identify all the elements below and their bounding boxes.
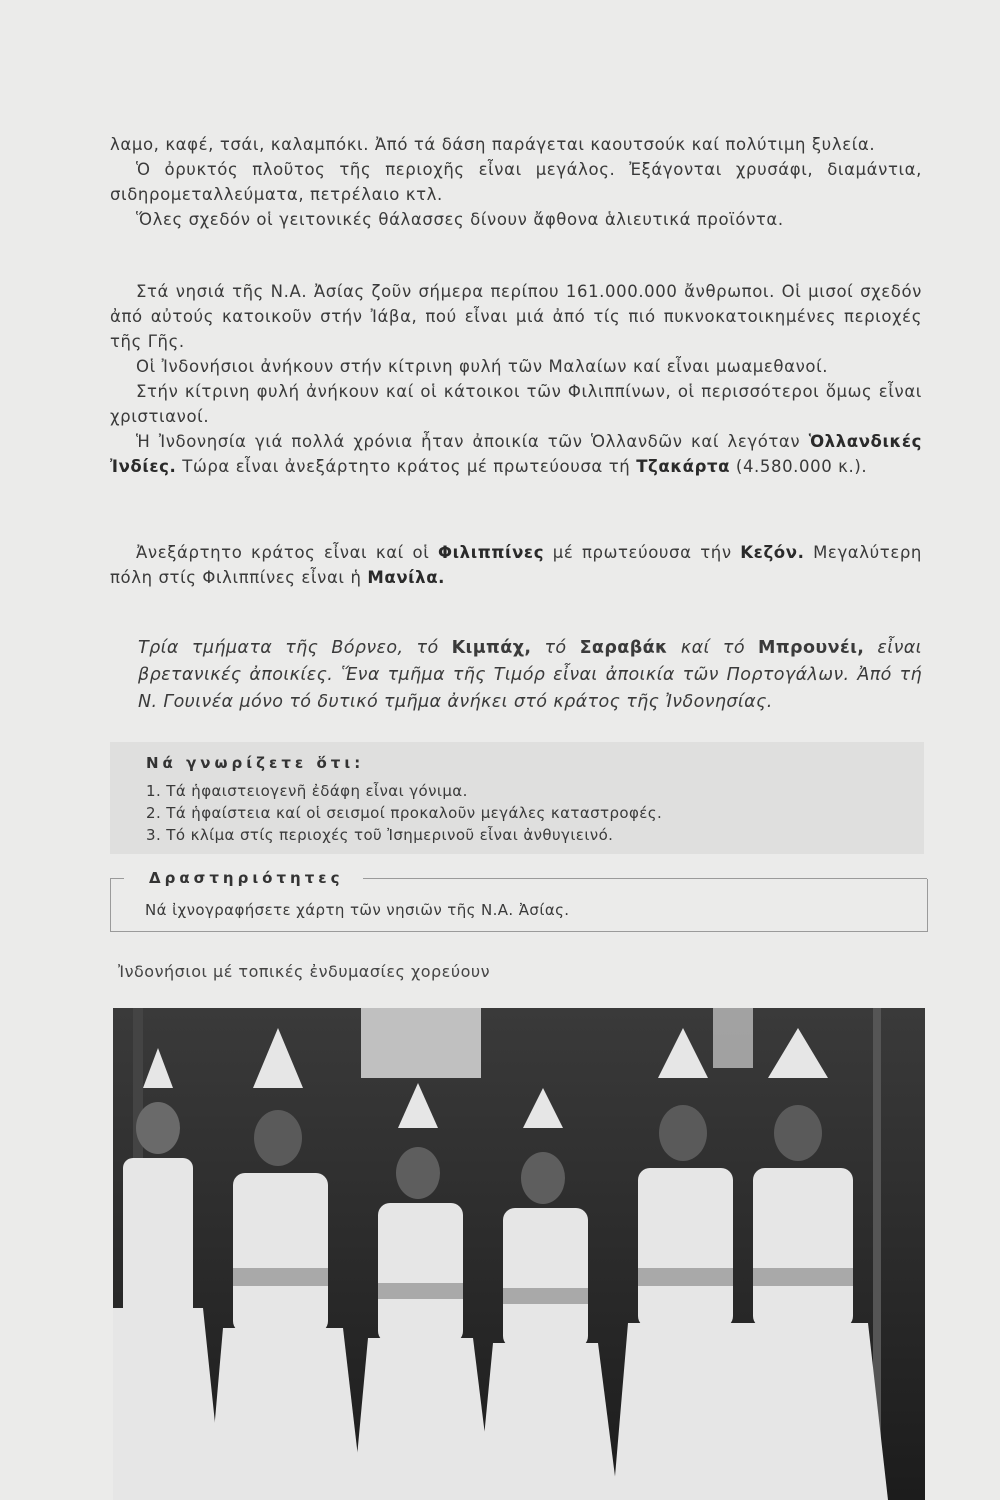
- text-block-resources: [110, 132, 922, 232]
- list-item: 1. Τά ἡφαιστειογενῆ ἐδάφη εἶναι γόνιμα.: [146, 782, 468, 800]
- activities-title: Δραστηριότητες: [145, 869, 348, 887]
- paragraph: Στά νησιά τῆς Ν.Α. Ἀσίας ζοῦν σήμερα περίπου 161.000.000 ἄνθρωποι. Οἱ μισοί σχεδόν ἀπό αὐτούς κατοικοῦν στήν Ἰάβα, πού εἶναι μιά ἀπό τίς πιό πυκνοκατοικημένες περιοχές τῆς Γῆς.: [110, 282, 922, 351]
- bold-term: Φιλιππίνες: [438, 543, 545, 562]
- dancers-photo: [113, 1008, 925, 1500]
- text-block-population: [110, 279, 922, 479]
- text-run: μέ πρωτεύουσα τήν: [544, 543, 741, 562]
- know-that-list: [146, 780, 662, 846]
- paragraph-indonesia: [110, 429, 922, 479]
- list-item: 3. Τό κλίμα στίς περιοχές τοῦ Ἰσημερινοῦ εἶναι ἀνθυγιεινό.: [146, 826, 614, 844]
- text-run: Μεγαλύτερη πόλη στίς Φιλιππίνες εἶναι ἡ: [110, 543, 922, 587]
- activities-box: [110, 869, 928, 932]
- text-run: Τρία τμήματα τῆς Βόρνεο, τό: [138, 637, 452, 658]
- list-item: 2. Τά ἡφαίστεια καί οἱ σεισμοί προκαλοῦν μεγάλες καταστροφές.: [146, 804, 663, 822]
- know-that-title: Νά γνωρίζετε ὅτι:: [146, 754, 365, 772]
- paragraph-philippines: [110, 540, 922, 590]
- text-run: Ἡ Ἰνδονησία γιά πολλά χρόνια ἦταν ἀποικία τῶν Ὁλλανδῶν καί λεγόταν: [136, 432, 809, 451]
- text-run: τό: [531, 637, 580, 658]
- bold-term: Ὁλλανδικές Ἰνδίες.: [110, 432, 922, 476]
- text-run: εἶναι βρετανικές ἀποικίες. Ἕνα τμῆμα τῆς Τιμόρ εἶναι ἀποικία τῶν Πορτογάλων. Ἀπό τή Ν. Γουινέα μόνο τό δυτικό τμῆμα ἀνήκει στό κράτος τῆς Ἰνδονησίας.: [138, 637, 923, 712]
- paragraph: Ὁ ὀρυκτός πλοῦτος τῆς περιοχῆς εἶναι μεγάλος. Ἐξάγονται χρυσάφι, διαμάντια, σιδηρομεταλλεύματα, πετρέλαιο κτλ.: [110, 160, 922, 204]
- bold-term: Σαραβάκ: [579, 637, 668, 658]
- text-run: καί τό: [667, 637, 758, 658]
- bold-term: Τζακάρτα: [636, 457, 731, 476]
- bold-term: Κιμπάχ,: [451, 637, 532, 658]
- italic-note-borneo: [138, 635, 922, 716]
- paragraph: Στήν κίτρινη φυλή ἀνήκουν καί οἱ κάτοικοι τῶν Φιλιππίνων, οἱ περισσότεροι ὅμως εἶναι χριστιανοί.: [110, 382, 922, 426]
- text-run: Ἀνεξάρτητο κράτος εἶναι καί οἱ: [136, 543, 439, 562]
- text-block-philippines: [110, 540, 922, 590]
- paragraph: λαμο, καφέ, τσάι, καλαμπόκι. Ἀπό τά δάση παράγεται καουτσούκ καί πολύτιμη ξυλεία.: [110, 135, 876, 154]
- know-that-box: [110, 742, 924, 854]
- paragraph: Οἱ Ἰνδονήσιοι ἀνήκουν στήν κίτρινη φυλή τῶν Μαλαίων καί εἶναι μωαμεθανοί.: [136, 357, 829, 376]
- dancers-photo-illustration: [113, 1008, 925, 1500]
- text-run: Τώρα εἶναι ἀνεξάρτητο κράτος μέ πρωτεύουσα τή: [176, 457, 637, 476]
- bold-term: Μπρουνέι,: [758, 637, 865, 658]
- bold-term: Μανίλα.: [367, 568, 446, 587]
- bold-term: Κεζόν.: [740, 543, 805, 562]
- activities-text: Νά ἰχνογραφήσετε χάρτη τῶν νησιῶν τῆς Ν.Α. Ἀσίας.: [145, 901, 570, 919]
- photo-caption: Ἰνδονήσιοι μέ τοπικές ἐνδυμασίες χορεύουν: [118, 962, 491, 981]
- text-run: (4.580.000 κ.).: [730, 457, 868, 476]
- paragraph: Ὅλες σχεδόν οἱ γειτονικές θάλασσες δίνουν ἄφθονα ἁλιευτικά προϊόντα.: [136, 210, 784, 229]
- divider: [110, 878, 124, 879]
- divider: [363, 878, 927, 879]
